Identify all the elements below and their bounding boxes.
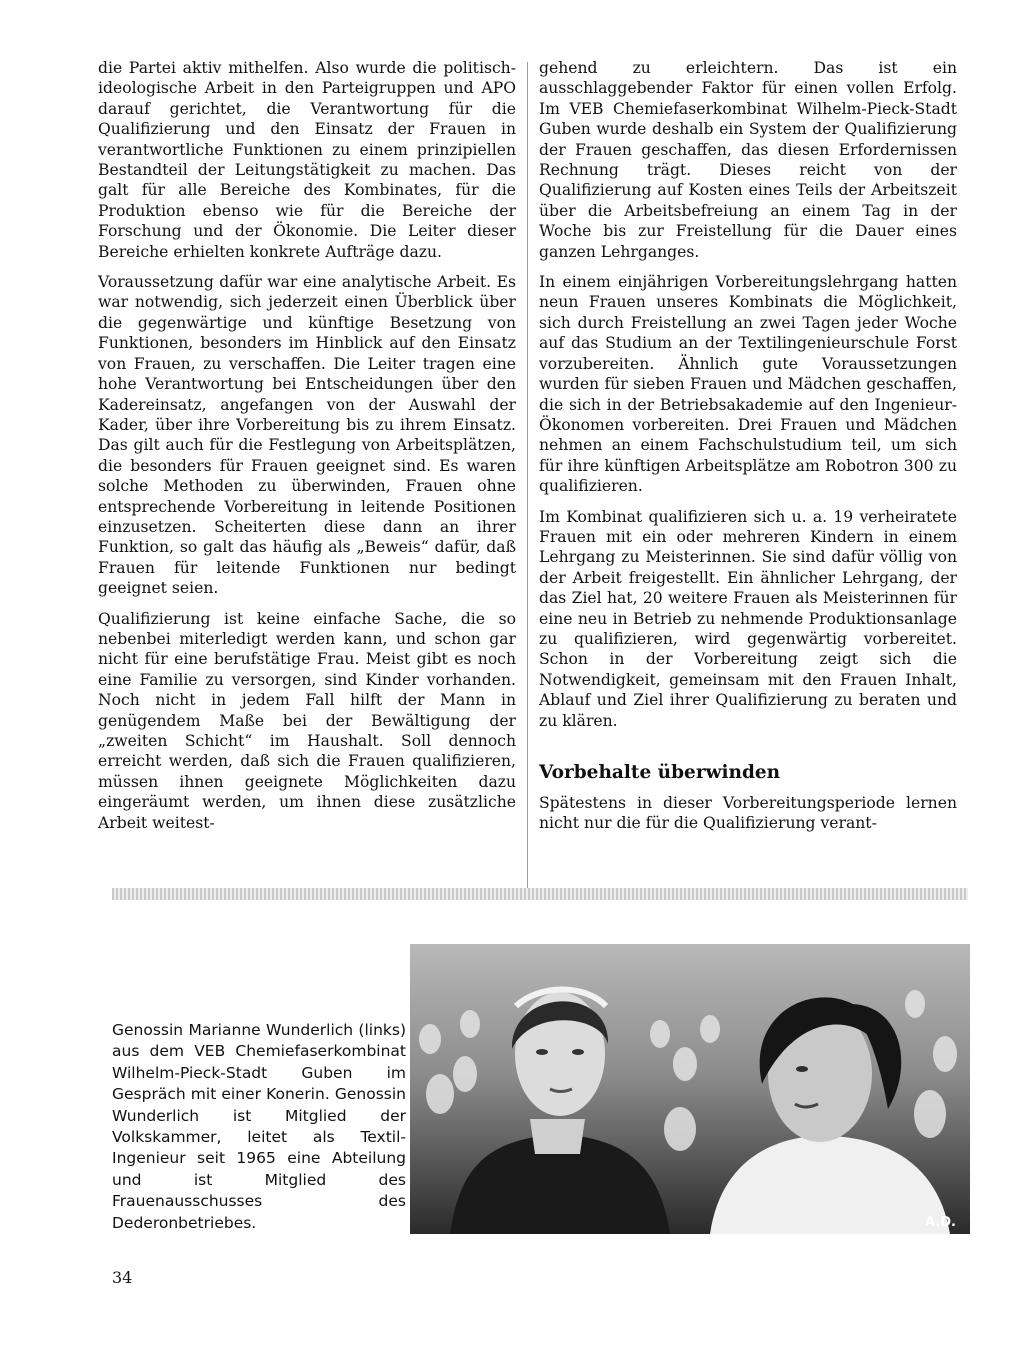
paragraph: gehend zu erleichtern. Das ist ein ausschlaggebender Faktor für einen vollen Erfolg. Im VEB Chemiefaserkombinat Wilhelm-Pieck-Stadt Guben wurde deshalb ein System der Qualifizierung der Frauen geschaffen, das diesen Erfordernissen Rechnung trägt. Dieses reicht von der Qualifizierung auf Kosten eines Teils der Arbeitszeit über die Arbeitsbefreiung an einem Tag in der Woche bis zur Freistellung für die Dauer eines ganzen Lehrganges. [539, 59, 957, 261]
section-heading: Vorbehalte überwinden [539, 762, 781, 783]
paragraph: In einem einjährigen Vorbereitungslehrgang hatten neun Frauen unseres Kombinats die Möglichkeit, sich durch Freistellung an zwei Tagen jeder Woche auf das Studium an der Textilingenieurschule Forst vorzubereiten. Ähnlich gute Voraussetzungen wurden für sieben Frauen und Mädchen geschaffen, die sich in der Betriebsakademie auf den Ingenieur-Ökonomen vorbereiten. Drei Frauen und Mädchen nehmen an einem Fachschulstudium teil, um sich für ihre künftigen Arbeitsplätze am Robotron 300 zu qualifizieren. [539, 273, 957, 496]
paragraph: die Partei aktiv mithelfen. Also wurde die politisch-ideologische Arbeit in den Parteigruppen und APO darauf gerichtet, die Verantwortung für die Qualifizierung und den Einsatz der Frauen in verantwortliche Funktionen zu einem prinzipiellen Bestandteil der Leitungstätigkeit zu machen. Das galt für alle Bereiche des Kombinates, für die Produktion ebenso wie für die Bereiche der Forschung und der Ökonomie. Die Leiter dieser Bereiche erhielten konkrete Aufträge dazu. [98, 59, 516, 261]
photograph [410, 944, 970, 1234]
paragraph: Im Kombinat qualifizieren sich u. a. 19 verheiratete Frauen mit ein oder mehreren Kindern in einem Lehrgang zu Meisterinnen. Sie sind dafür völlig von der Arbeit freigestellt. Ein ähnlicher Lehrgang, der das Ziel hat, 20 weitere Frauen als Meisterinnen für eine neu in Betrieb zu nehmende Produktionsanlage zu qualifizieren, wird gegenwärtig vorbereitet. Schon in der Vorbereitung zeigt sich die Notwendigkeit, gemeinsam mit den Frauen Inhalt, Ablauf und Ziel ihrer Qualifizierung zu beraten und zu klären. [539, 507, 957, 730]
page-number: 34 [112, 1268, 133, 1287]
halftone-rule [112, 888, 968, 900]
paragraph: Spätestens in dieser Vorbereitungsperiode lernen nicht nur die für die Qualifizierung verant- [539, 794, 957, 833]
column-divider [527, 62, 528, 890]
left-column [98, 58, 516, 843]
photo-signature: A.D. [925, 1215, 956, 1230]
right-column [539, 58, 957, 844]
photo-illustration [410, 944, 970, 1234]
paragraph: Qualifizierung ist keine einfache Sache, die so nebenbei miterledigt werden kann, und schon gar nicht für eine berufstätige Frau. Meist gibt es noch eine Familie zu versorgen, sind Kinder vorhanden. Noch nicht in jedem Fall hilft der Mann in genügendem Maße bei der Bewältigung der „zweiten Schicht“ im Haushalt. Soll dennoch erreicht werden, daß sich die Frauen qualifizieren, müssen ihnen geeignete Möglichkeiten dazu eingeräumt werden, um ihnen diese zusätzliche Arbeit weitest- [98, 609, 516, 832]
photo-caption: Genossin Marianne Wunderlich (links) aus dem VEB Chemiefaserkombinat Wilhelm-Pieck-Stadt Guben im Gespräch mit einer Konerin. Genossin Wunderlich ist Mitglied der Volkskammer, leitet als Textil-Ingenieur seit 1965 eine Abteilung und ist Mitglied des Frauenausschusses des Dederonbetriebes. [112, 1021, 406, 1232]
paragraph: Voraussetzung dafür war eine analytische Arbeit. Es war notwendig, sich jederzeit einen Überblick über die gegenwärtige und künftige Besetzung von Funktionen, besonders im Hinblick auf den Einsatz von Frauen, zu verschaffen. Die Leiter tragen eine hohe Verantwortung bei Entscheidungen über den Kadereinsatz, angefangen von der Auswahl der Kader, über ihre Vorbereitung bis zu ihrem Einsatz. Das gilt auch für die Festlegung von Arbeitsplätzen, die besonders für Frauen geeignet sind. Es waren solche Methoden zu überwinden, Frauen ohne entsprechende Vorbereitung in leitende Positionen einzusetzen. Scheiterten diese dann an ihrer Funktion, so galt das häufig als „Beweis“ dafür, daß Frauen für leitende Funktionen nur bedingt geeignet seien. [98, 273, 516, 598]
